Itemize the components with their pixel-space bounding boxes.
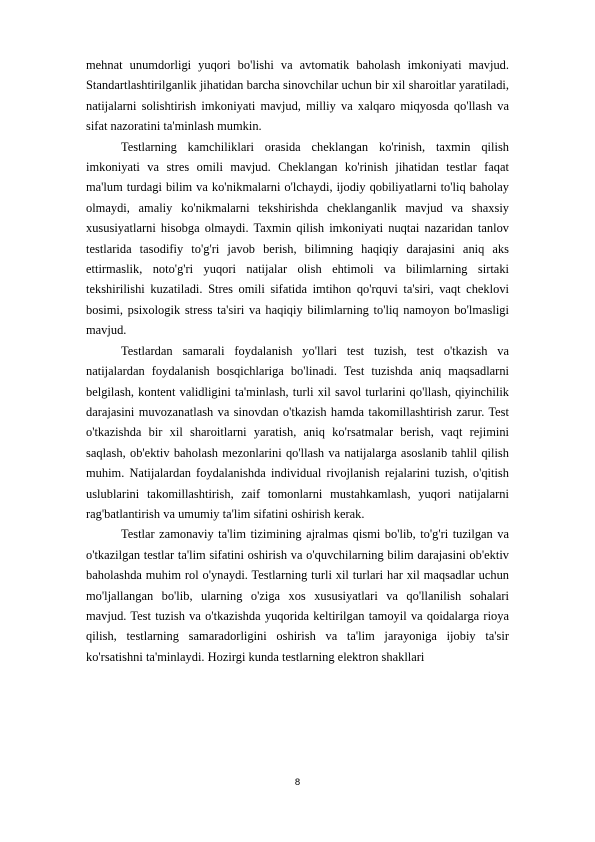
paragraph-continuation: mehnat unumdorligi yuqori bo'lishi va avtomatik baholash imkoniyati mavjud. Standartlashtirilganlik jihatidan barcha sinovchilar uchun bir xil sharoitlar yaratiladi, natijalarni solishtirish imkoniyati mavjud, milliy va xalqaro miqyosda qo'llash va sifat nazoratini ta'minlash mumkin. xyxy=(86,58,509,134)
paragraph-test-drawbacks: Testlarning kamchiliklari orasida cheklangan ko'rinish, taxmin qilish imkoniyati va stres omili mavjud. Cheklangan ko'rinish jihatidan testlar faqat ma'lum turdagi bilim va ko'nikmalarni o'lchaydi, ijodiy qobiliyatlarni to'liq baholay olmaydi, amaliy ko'nikmalarni tekshirishda cheklanganlik mavjud va shaxsiy xususiyatlarni hisobga olmaydi. Taxmin qilish imkoniyati nuqtai nazaridan tanlov testlarida tasodifiy to'g'ri javob berish, bilimning haqiqiy darajasini aniq aks ettirmaslik, noto'g'ri yuqori natijalar olish ehtimoli va bilimlarning sirtaki tekshirilishi kuzatiladi. Stres omili sifatida imtihon qo'rquvi ta'siri, vaqt cheklovi bosimi, psixologik stress ta'siri va haqiqiy bilimlarning to'liq namoyon bo'lmasligi mavjud. xyxy=(86,139,509,338)
page-number: 8 xyxy=(294,777,301,788)
paragraph-conclusion: Testlar zamonaviy ta'lim tizimining ajralmas qismi bo'lib, to'g'ri tuzilgan va o'tkazilgan testlar ta'lim sifatini oshirish va o'quvchilarning bilim darajasini ob'ektiv baholashda muhim rol o'ynaydi. Testlarning turli xil turlari har xil maqsadlar uchun mo'ljallangan bo'lib, ularning o'ziga xos xususiyatlari va qo'llanilish sohalari mavjud. Test tuzish va o'tkazishda yuqorida keltirilgan tamoyil va qoidalarga rioya qilish, testlarning samaradorligini oshirish va ta'lim jarayoniga ijobiy ta'sir ko'rsatishni ta'minlaydi. Hozirgi kunda testlarning elektron shakllari xyxy=(86,527,509,664)
paragraph-effective-use: Testlardan samarali foydalanish yo'llari test tuzish, test o'tkazish va natijalardan foydalanish bosqichlariga bo'linadi. Test tuzishda aniq maqsadlarni belgilash, kontent validligini ta'minlash, turli xil savol turlarini qo'llash, qiyinchilik darajasini muvozanatlash va sinovdan o'tkazish hamda takomillashtirish zarur. Test o'tkazishda bir xil sharoitlarni yaratish, aniq ko'rsatmalar berish, vaqt rejimini saqlash, ob'ektiv baholash mezonlarini qo'llash va natijalarga asoslanib tahlil qilish muhim. Natijalardan foydalanishda individual rivojlanish rejalarini tuzish, o'qitish uslublarini takomillashtirish, zaif tomonlarni mustahkamlash, yuqori natijalarni rag'batlantirish va umumiy ta'lim sifatini oshirish kerak. xyxy=(86,343,509,521)
body-text xyxy=(86,55,509,667)
